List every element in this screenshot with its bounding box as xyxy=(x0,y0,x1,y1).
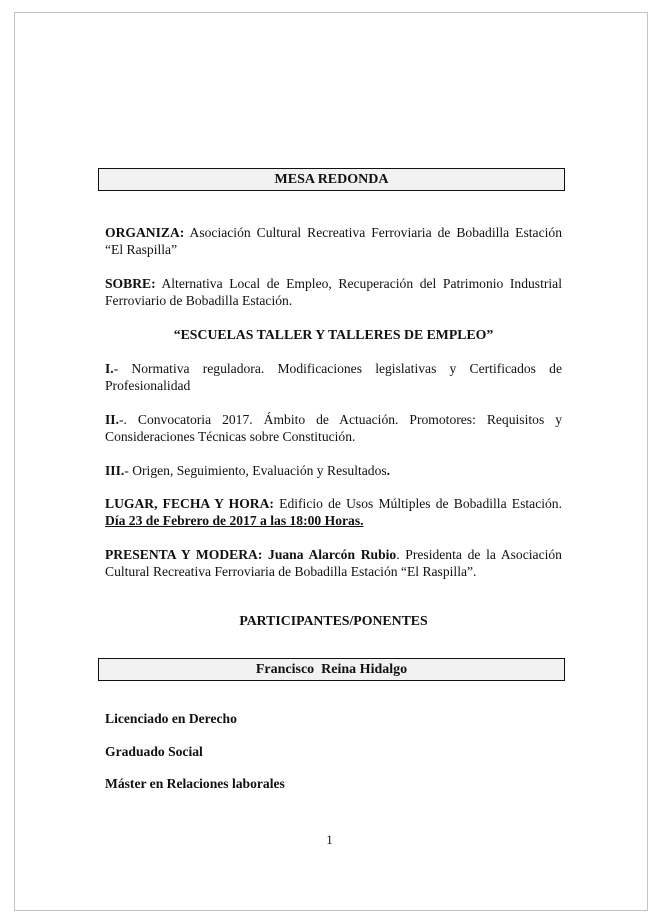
sobre-text: Alternativa Local de Empleo, Recuperación del Patrimonio Industrial Ferroviario de Bobadilla Estación. xyxy=(105,275,562,309)
agenda-item-3 xyxy=(105,462,562,479)
agenda-item-1-text: - Normativa reguladora. Modificaciones legislativas y Certificados de Profesionalidad xyxy=(105,361,562,394)
speaker-box xyxy=(98,658,565,681)
document-page xyxy=(14,12,648,911)
title-box xyxy=(98,168,565,191)
agenda-item-3-text: - Origen, Seguimiento, Evaluación y Resultados xyxy=(124,462,387,478)
lugar-text: Edificio de Usos Múltiples de Bobadilla Estación. xyxy=(273,496,562,512)
speaker-name: Francisco Reina Hidalgo xyxy=(255,662,408,678)
lugar-datetime: Día 23 de Febrero de 2017 a las 18:00 Horas. xyxy=(105,513,364,529)
organiza-label: ORGANIZA: xyxy=(105,225,185,240)
organiza-paragraph xyxy=(105,224,562,259)
credential-item-2: Graduado Social xyxy=(105,743,203,759)
credential-item-3: Máster en Relaciones laborales xyxy=(105,775,285,791)
presenta-paragraph xyxy=(105,546,562,581)
lugar-label: LUGAR, FECHA Y HORA: xyxy=(105,496,274,512)
escuelas-heading: “ESCUELAS TALLER Y TALLERES DE EMPLEO” xyxy=(173,326,494,342)
participantes-heading: PARTICIPANTES/PONENTES xyxy=(239,612,428,628)
agenda-item-2-text: -. Convocatoria 2017. Ámbito de Actuación. Promotores: Requisitos y Consideraciones Técnicas sobre Constitución. xyxy=(105,411,562,445)
presenta-text: . Presidenta de la Asociación Cultural Recreativa Ferroviaria de Bobadilla Estación “El Raspilla”. xyxy=(105,546,562,580)
organiza-text: Asociación Cultural Recreativa Ferroviaria de Bobadilla Estación “El Raspilla” xyxy=(105,225,562,258)
sobre-label: SOBRE: xyxy=(105,275,156,291)
page-number: 1 xyxy=(326,833,333,847)
agenda-item-2 xyxy=(105,411,562,446)
agenda-item-3-label: III. xyxy=(105,462,125,478)
agenda-item-1-label: I. xyxy=(105,361,114,377)
title-box-text: MESA REDONDA xyxy=(274,172,389,187)
credential-item-1: Licenciado en Derecho xyxy=(105,711,237,727)
lugar-paragraph xyxy=(105,495,562,530)
presenta-label: PRESENTA Y MODERA: Juana Alarcón Rubio xyxy=(105,546,397,562)
agenda-item-2-label: II. xyxy=(105,411,119,427)
agenda-item-3-tail: . xyxy=(386,462,391,478)
agenda-item-1 xyxy=(105,360,562,395)
sobre-paragraph xyxy=(105,275,562,310)
